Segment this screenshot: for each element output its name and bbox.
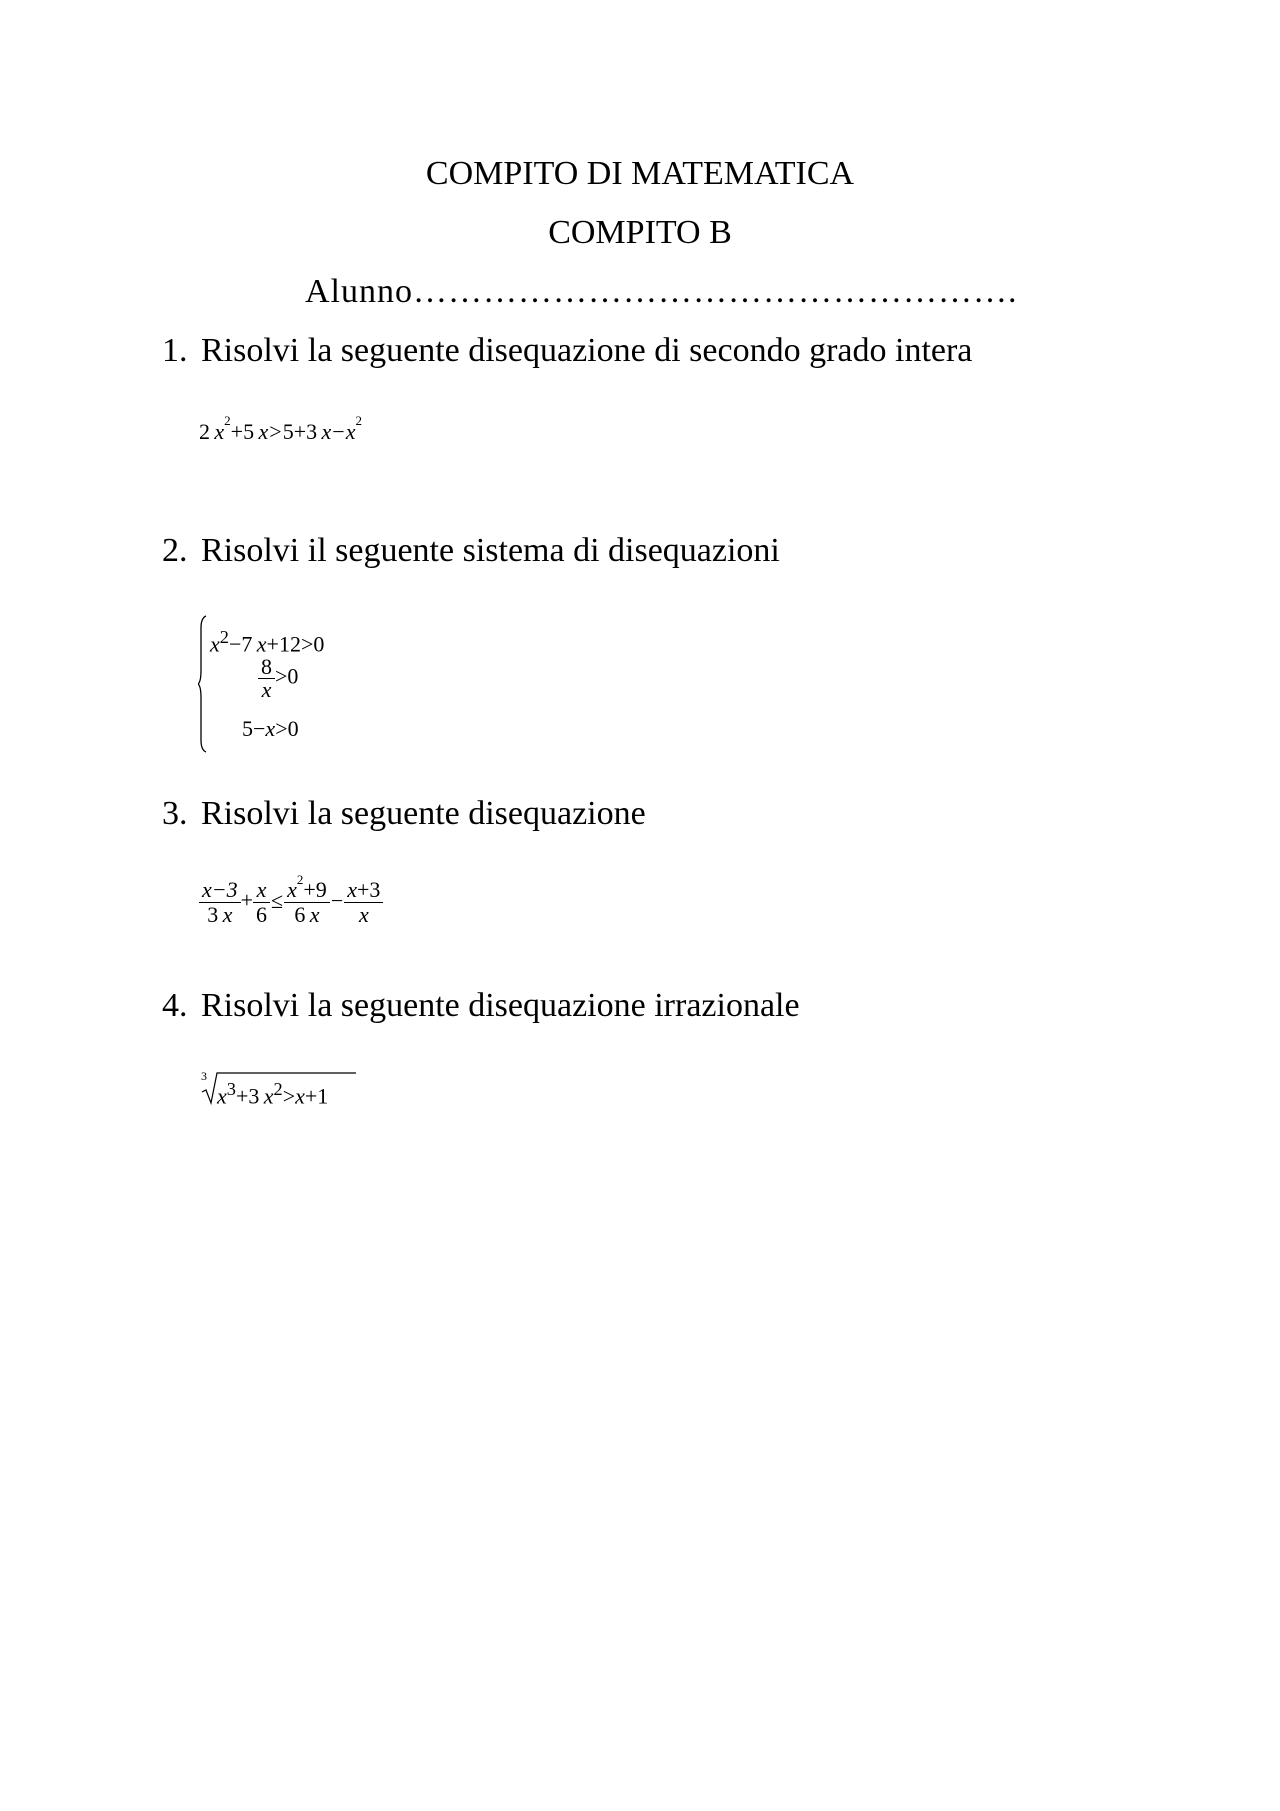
question-4 [162,986,800,1026]
question-1 [162,331,972,371]
question-1-text: Risolvi la seguente disequazione di secondo grado intera [201,332,973,369]
document-title: COMPITO DI MATEMATICA [425,155,855,192]
system-row-2: $\frac{8}{x}$ >0 [258,656,298,701]
formula-2-system [198,614,398,754]
question-3-text: Risolvi la seguente disequazione [201,795,646,832]
question-2 [162,531,780,571]
question-4-number: 4. [162,987,188,1024]
question-2-text: Risolvi il seguente sistema di disequazioni [201,532,780,569]
question-3 [162,794,646,834]
formula-4 [198,1068,398,1108]
root-index: 3 [201,1069,207,1083]
root-expression: $x^3+3$ $x^2>x+1$ [217,1079,329,1109]
system-row-3: 5−x>0 [242,716,299,741]
formula-3: $\frac{x-3}{3 x}$ + $\frac{x}{6}$ ≤ $\frac{x^2+9}{6 x}$ − $\frac{x+3}{x}$ [199,878,383,927]
question-2-number: 2. [162,532,188,569]
question-3-number: 3. [162,795,188,832]
system-row-1: $x^2-7$ x+12>0 [210,627,325,657]
question-4-text: Risolvi la seguente disequazione irrazionale [201,987,800,1024]
student-name-line: Alunno……………………………………………. [305,273,1018,310]
formula-1: 2 $x^2+5$ x>5+3 $x-x^2$ [199,413,362,444]
document-version: COMPITO B [548,214,732,251]
left-brace-icon [198,614,210,754]
question-1-number: 1. [162,332,188,369]
